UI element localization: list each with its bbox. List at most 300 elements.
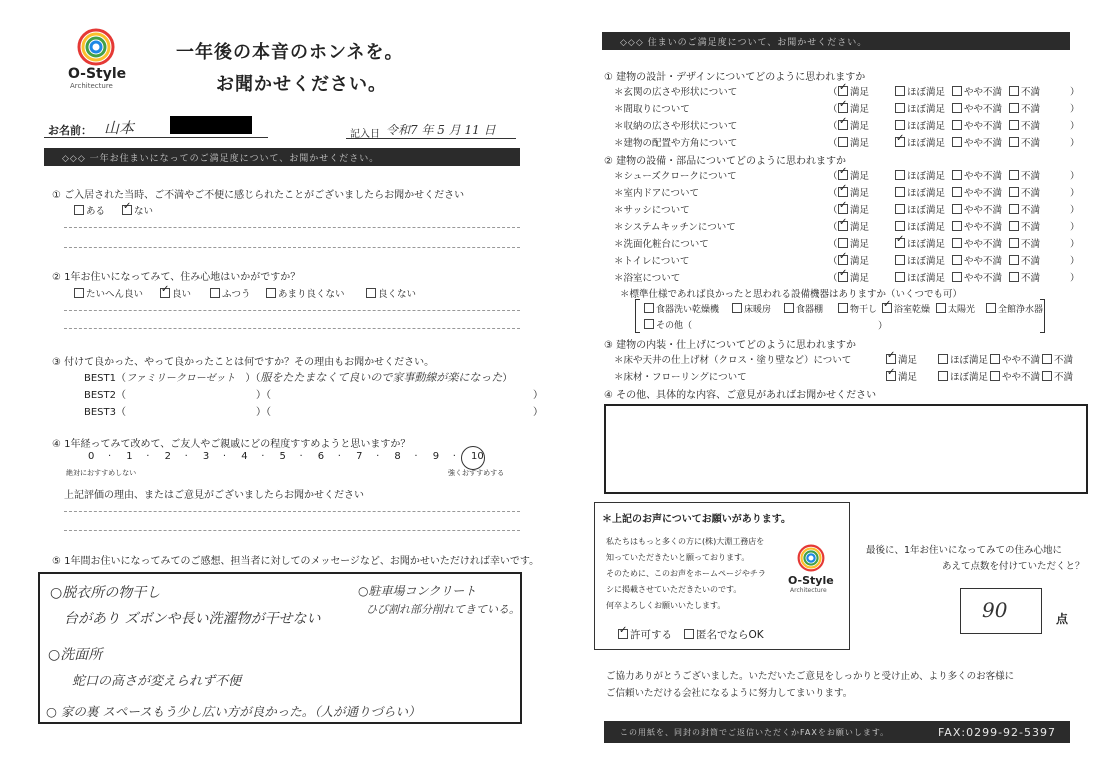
rating-option-label: やや不満	[964, 87, 1003, 98]
std-option-label: 床暖房	[744, 305, 772, 315]
rating-option-label: 不満	[1054, 355, 1074, 366]
rating-option[interactable]	[895, 118, 945, 132]
rating-option[interactable]	[838, 168, 869, 182]
rating-option-label: やや不満	[964, 273, 1003, 284]
scale-number[interactable]: 2	[164, 451, 171, 462]
checkbox-icon	[266, 288, 276, 298]
checkbox-icon	[952, 255, 962, 265]
checkbox-icon	[1042, 371, 1052, 381]
rating-paren: ）	[1070, 273, 1080, 284]
ostyle-logo-icon	[74, 25, 118, 69]
rating-option[interactable]	[1009, 270, 1040, 284]
checkbox-icon	[1009, 238, 1019, 248]
checkbox-checked-icon	[895, 238, 905, 248]
rating-paren: （	[828, 121, 838, 132]
checkbox-icon	[895, 170, 905, 180]
rating-option[interactable]	[952, 219, 1002, 233]
std-option[interactable]	[732, 302, 771, 315]
checkbox-checked-icon	[838, 187, 848, 197]
rating-option[interactable]	[1009, 253, 1040, 267]
rating-option-label: やや不満	[964, 171, 1003, 182]
checkbox-icon	[838, 238, 848, 248]
rating-paren: ）	[1070, 256, 1080, 267]
rating-option-label: 不満	[1021, 138, 1041, 149]
rating-option-label: 不満	[1021, 104, 1041, 115]
rating-option[interactable]	[838, 236, 869, 250]
q2-line-1	[64, 310, 520, 311]
std-option[interactable]	[644, 302, 719, 315]
rating-paren: （	[828, 104, 838, 115]
checkbox-icon	[1009, 86, 1019, 96]
rating-option-label: 満足	[850, 138, 870, 149]
rating-option-label: やや不満	[964, 205, 1003, 216]
rating-option[interactable]	[895, 253, 945, 267]
name-underline	[44, 137, 268, 138]
checkbox-checked-icon	[895, 137, 905, 147]
right-section-bar: ◇◇◇ 住まいのご満足度について、お聞かせください。	[602, 32, 1070, 50]
rating-option-label: ほぼ満足	[907, 273, 946, 284]
rating-option-label: 不満	[1021, 121, 1041, 132]
note-4: 蛇口の高さが変えられず不便	[72, 674, 242, 689]
checkbox-icon	[952, 221, 962, 231]
rating-option[interactable]	[1009, 84, 1040, 98]
rating-option-label: 不満	[1021, 222, 1041, 233]
rating-option[interactable]	[838, 84, 869, 98]
rating-option-label: やや不満	[964, 121, 1003, 132]
checkbox-icon	[895, 272, 905, 282]
rating-option-label: 不満	[1021, 256, 1041, 267]
note-1: ○脱衣所の物干し	[50, 585, 161, 601]
rating-option-label: 不満	[1021, 239, 1041, 250]
rating-option[interactable]	[895, 168, 945, 182]
scale-number[interactable]: 1	[126, 451, 133, 462]
rating-option-label: 満足	[850, 104, 870, 115]
rating-option[interactable]	[895, 236, 945, 250]
checkbox-icon	[784, 303, 794, 313]
note-2: 台があり ズボンや長い洗濯物が干せない	[64, 611, 321, 627]
rating-option[interactable]	[990, 352, 1040, 366]
std-question: ＊標準仕様であれば良かったと思われる設備機器はありますか（いくつでも可）	[620, 289, 963, 300]
footer-text: この用紙を、同封の封筒でご返信いただくかFAXをお願いします。	[620, 727, 890, 737]
checkbox-icon	[644, 303, 654, 313]
rating-row-label: ＊床や天井の仕上げ材（クロス・塗り壁など）について	[614, 355, 852, 366]
checkbox-checked-icon	[886, 354, 896, 364]
checkbox-icon	[952, 137, 962, 147]
checkbox-icon	[895, 221, 905, 231]
rating-option-label: 満足	[850, 188, 870, 199]
name-redaction	[170, 116, 252, 134]
scale-low-label: 絶対におすすめしない	[66, 469, 137, 477]
rating-option[interactable]	[1009, 236, 1040, 250]
rating-option-label: ほぼ満足	[950, 355, 989, 366]
scale-dot: ·	[414, 451, 418, 462]
rating-option[interactable]	[952, 270, 1002, 284]
note-3: ○洗面所	[48, 647, 103, 663]
rating-option[interactable]	[1009, 202, 1040, 216]
scale-dot: ·	[261, 451, 265, 462]
q1-option-nai[interactable]: ✓ ない	[122, 203, 153, 217]
checkbox-icon	[1009, 221, 1019, 231]
q4-line-2	[64, 530, 520, 531]
scale-high-label: 強くおすすめする	[448, 469, 505, 477]
ostyle-logo-icon	[795, 542, 827, 574]
request-text-line: 知っていただきたいと願っております。	[606, 553, 750, 562]
rating-option[interactable]	[895, 135, 945, 149]
rating-option[interactable]	[895, 219, 945, 233]
checkbox-icon	[644, 319, 654, 329]
rating-option-label: 不満	[1021, 87, 1041, 98]
rating-paren: （	[828, 256, 838, 267]
best1-item: ファミリークローゼット	[126, 373, 236, 384]
checkbox-icon	[895, 187, 905, 197]
rating-option-label: ほぼ満足	[907, 104, 946, 115]
rating-option[interactable]	[895, 185, 945, 199]
rating-option-label: ほぼ満足	[907, 138, 946, 149]
rating-option[interactable]	[952, 84, 1002, 98]
fax-number: FAX:0299-92-5397	[937, 725, 1056, 739]
rating-option[interactable]	[838, 135, 869, 149]
note-6: ○駐車場コンクリート	[358, 584, 477, 598]
scale-number[interactable]: 6	[317, 451, 325, 462]
checkbox-icon	[895, 86, 905, 96]
rating-option-label: やや不満	[964, 239, 1003, 250]
std-option[interactable]	[784, 302, 823, 315]
q5-text: ⑤ 1年間お住いになってみてのご感想、担当者に対してのメッセージなど、お聞かせいただければ幸いです。	[52, 556, 540, 567]
rating-option-label: ほぼ満足	[907, 256, 946, 267]
rating-option-label: ほぼ満足	[907, 171, 946, 182]
rating-row-label: ＊トイレについて	[614, 256, 690, 267]
rating-option[interactable]	[838, 219, 869, 233]
date-value: 令和7 年 5 月 11 日	[386, 123, 496, 137]
checkbox-icon	[838, 137, 848, 147]
rating-option-label: やや不満	[964, 138, 1003, 149]
checkbox-icon	[838, 303, 848, 313]
rating-option[interactable]	[886, 352, 917, 366]
checkbox-checked-icon	[838, 221, 848, 231]
best3-row: BEST3（ ）（ ）	[84, 407, 543, 418]
rating-paren: （	[828, 239, 838, 250]
rating-option-label: 満足	[850, 205, 870, 216]
checkbox-icon	[366, 288, 376, 298]
rating-paren: （	[828, 138, 838, 149]
rating-row-label: ＊システムキッチンについて	[614, 222, 736, 233]
checkbox-checked-icon	[618, 629, 628, 639]
std-bracket-left	[635, 299, 640, 333]
checkbox-checked-icon	[838, 103, 848, 113]
checkbox-icon	[990, 371, 1000, 381]
rating-option[interactable]	[952, 236, 1002, 250]
rating-option-label: 不満	[1054, 372, 1074, 383]
request-title: ＊上記のお声についてお願いがあります。	[602, 514, 791, 525]
rating-option[interactable]	[895, 101, 945, 115]
checkbox-icon	[952, 204, 962, 214]
checkbox-icon	[936, 303, 946, 313]
rating-option[interactable]	[1009, 135, 1040, 149]
q2-option-2[interactable]: ✓ 良い	[160, 286, 191, 300]
rating-option[interactable]	[952, 118, 1002, 132]
checkbox-icon	[210, 288, 220, 298]
score-value: 90	[982, 598, 1008, 622]
rating-option-label: やや不満	[964, 104, 1003, 115]
std-option[interactable]	[838, 302, 877, 315]
rating-option[interactable]	[952, 253, 1002, 267]
checkbox-icon	[1009, 255, 1019, 265]
std-option[interactable]	[936, 302, 975, 315]
r-q2-text: ② 建物の設備・部品についてどのように思われますか	[604, 156, 846, 167]
headline-1: 一年後の本音のホンネを。	[176, 42, 404, 63]
rating-paren: （	[828, 188, 838, 199]
headline-2: お聞かせください。	[216, 74, 387, 95]
request-text-line: 何卒よろしくお願いいたします。	[606, 601, 726, 610]
checkbox-icon	[1009, 187, 1019, 197]
rating-option-label: ほぼ満足	[907, 188, 946, 199]
rating-option-label: やや不満	[964, 256, 1003, 267]
std-option[interactable]	[644, 318, 692, 331]
rating-option-label: ほぼ満足	[907, 222, 946, 233]
scale-dot: ·	[299, 451, 303, 462]
checkbox-icon	[952, 170, 962, 180]
checkbox-checked-icon	[882, 303, 892, 313]
scale-number[interactable]: 10	[471, 451, 484, 462]
scale-dot: ·	[337, 451, 341, 462]
scale-number[interactable]: 5	[279, 451, 286, 462]
std-option[interactable]	[882, 302, 930, 315]
rating-option[interactable]	[1009, 168, 1040, 182]
std-option-label: 全館浄水器	[998, 305, 1044, 315]
checkbox-icon	[732, 303, 742, 313]
rating-option-label: 不満	[1021, 205, 1041, 216]
rating-option[interactable]	[952, 202, 1002, 216]
std-option-label: 食器洗い乾燥機	[656, 305, 720, 315]
checkbox-icon	[895, 204, 905, 214]
checkbox-icon	[952, 238, 962, 248]
rating-option[interactable]	[895, 270, 945, 284]
permit-option[interactable]: ✓許可する	[618, 627, 672, 642]
best3-label: BEST3（	[84, 407, 126, 418]
q2-line-2	[64, 328, 520, 329]
q4-line-1	[64, 511, 520, 512]
rating-row-label: ＊建物の配置や方角について	[614, 138, 738, 149]
rating-option[interactable]	[838, 253, 869, 267]
rating-option[interactable]	[1009, 185, 1040, 199]
q1-line-1	[64, 227, 520, 228]
std-option-label: 太陽光	[948, 305, 976, 315]
q1-text: ① ご入居された当時、ご不満やご不便に感じられたことがございましたらお聞かせください	[52, 190, 465, 201]
thanks-line-2: ご信頼いただける会社になるように努力してまいります。	[606, 688, 853, 699]
rating-option[interactable]	[838, 270, 869, 284]
rating-option-label: ほぼ満足	[907, 121, 946, 132]
final-question-2: あえて点数を付けていただくと？	[942, 561, 1085, 572]
rating-option-label: やや不満	[964, 188, 1003, 199]
rating-option-label: ほぼ満足	[907, 87, 946, 98]
rating-option[interactable]	[895, 202, 945, 216]
rating-option[interactable]	[938, 369, 988, 383]
checkbox-icon	[990, 354, 1000, 364]
rating-option[interactable]	[1009, 118, 1040, 132]
score-unit: 点	[1056, 612, 1069, 626]
rating-row-label: ＊玄関の広さや形状について	[614, 87, 738, 98]
rating-option[interactable]	[1042, 352, 1073, 366]
rating-option-label: 満足	[850, 171, 870, 182]
rating-paren: ）	[1070, 222, 1080, 233]
rating-option-label: やや不満	[1002, 372, 1041, 383]
rating-option[interactable]	[838, 101, 869, 115]
scale-circle	[461, 446, 485, 470]
rating-paren: ）	[1070, 239, 1080, 250]
scale-dot: ·	[146, 451, 150, 462]
std-option-label: 物干し	[850, 305, 878, 315]
q4-subtext: 上記評価の理由、またはご意見がございましたらお聞かせください	[64, 490, 364, 501]
checkbox-icon	[684, 629, 694, 639]
checkbox-checked-icon	[838, 204, 848, 214]
checkbox-icon	[74, 288, 84, 298]
rating-option-label: 満足	[850, 273, 870, 284]
rating-option[interactable]	[1009, 219, 1040, 233]
best2-row: BEST2（ ）（ ）	[84, 390, 543, 401]
rating-paren: （	[828, 222, 838, 233]
q2-option-5[interactable]: 良くない	[366, 286, 416, 300]
checkbox-icon	[952, 120, 962, 130]
rating-row-label: ＊シューズクロークについて	[614, 171, 737, 182]
rating-row-label: ＊間取りについて	[614, 104, 690, 115]
note-7: ひび割れ部分削れてきている。	[366, 603, 520, 616]
std-option-label: 食器棚	[796, 305, 824, 315]
best1-label: BEST1（	[84, 373, 126, 384]
q2-option-3[interactable]: ふつう	[210, 286, 251, 300]
checkbox-checked-icon	[838, 86, 848, 96]
request-text-line: そのために、このお声をホームページやチラ	[606, 569, 766, 578]
rating-row-label: ＊洗面化粧台について	[614, 239, 709, 250]
r-q4-text: ④ その他、具体的な内容、ご意見があればお聞かせください	[604, 390, 877, 401]
final-question-1: 最後に、1年お住いになってみての住み心地に	[866, 545, 1063, 556]
rating-paren: ）	[1070, 205, 1080, 216]
checkbox-icon	[952, 187, 962, 197]
rating-option[interactable]	[1009, 101, 1040, 115]
rating-option[interactable]	[990, 369, 1040, 383]
brand-sub-small: Architecture	[790, 587, 827, 594]
checkbox-icon	[1009, 103, 1019, 113]
scale-dot: ·	[452, 451, 456, 462]
thanks-line-1: ご協力ありがとうございました。いただいたご意見をしっかりと受け止め、より多くのお客様に	[606, 671, 1015, 682]
checkbox-icon	[895, 103, 905, 113]
rating-option[interactable]	[838, 185, 869, 199]
rating-option[interactable]	[838, 118, 869, 132]
q1-option-aru[interactable]: ある	[74, 203, 105, 217]
checkbox-checked-icon	[122, 205, 132, 215]
brand-name-small: O-Style	[788, 574, 834, 587]
scale-dot: ·	[184, 451, 188, 462]
r-q1-text: ① 建物の設計・デザインについてどのように思われますか	[604, 72, 866, 83]
checkbox-checked-icon	[886, 371, 896, 381]
rating-option[interactable]	[938, 352, 988, 366]
request-text-line: 私たちはもっと多くの方に(株)大淵工務店を	[606, 537, 765, 546]
scale-number[interactable]: 9	[432, 451, 440, 462]
rating-row-label: ＊収納の広さや形状について	[614, 121, 738, 132]
checkbox-icon	[74, 205, 84, 215]
note-5: ○ 家の裏 スペースもう少し広い方が良かった。（人が通りづらい）	[46, 704, 421, 719]
rating-paren: （	[828, 273, 838, 284]
left-section-bar: ◇◇◇ 一年お住まいになってのご満足度について、お聞かせください。	[44, 148, 520, 166]
q2-option-1[interactable]: たいへん良い	[74, 286, 143, 300]
best1-reason: 服をたたまなくて良いので家事動線が楽になった	[260, 371, 503, 384]
checkbox-icon	[952, 86, 962, 96]
std-option-label: その他（	[656, 321, 693, 331]
rating-option[interactable]	[838, 202, 869, 216]
checkbox-icon	[986, 303, 996, 313]
opinion-box[interactable]	[604, 404, 1088, 494]
rating-option-label: 不満	[1021, 188, 1041, 199]
scale-number[interactable]: 4	[241, 451, 248, 462]
checkbox-checked-icon	[160, 288, 170, 298]
rating-option-label: 不満	[1021, 171, 1041, 182]
rating-paren: ）	[1070, 87, 1080, 98]
rating-option[interactable]	[952, 185, 1002, 199]
scale-dot: ·	[376, 451, 380, 462]
scale-number[interactable]: 7	[356, 451, 363, 462]
checkbox-icon	[895, 120, 905, 130]
std-other-close: ）	[878, 321, 888, 332]
checkbox-checked-icon	[838, 272, 848, 282]
rating-option-label: ほぼ満足	[950, 372, 989, 383]
rating-option[interactable]	[895, 84, 945, 98]
checkbox-checked-icon	[838, 255, 848, 265]
scale-number[interactable]: 8	[394, 451, 401, 462]
q4-text: ④ 1年経ってみて改めて、ご友人やご親戚にどの程度すすめようと思いますか？	[52, 439, 411, 450]
rating-row-label: ＊室内ドアについて	[614, 188, 700, 199]
checkbox-checked-icon	[838, 120, 848, 130]
request-text-line: シに掲載させていただきたいのです。	[606, 585, 742, 594]
rating-option[interactable]	[952, 168, 1002, 182]
checkbox-icon	[1009, 272, 1019, 282]
rating-paren: （	[828, 205, 838, 216]
q2-option-4[interactable]: あまり良くない	[266, 286, 345, 300]
rating-option[interactable]	[952, 101, 1002, 115]
q2-text: ② 1年お住いになってみて、住み心地はいかがですか？	[52, 272, 301, 283]
q1-line-2	[64, 247, 520, 248]
rating-option[interactable]	[1042, 369, 1073, 383]
rating-paren: ）	[1070, 138, 1080, 149]
name-value: 山本	[104, 119, 135, 137]
rating-option-label: 満足	[850, 256, 870, 267]
scale-number[interactable]: 0	[88, 451, 95, 462]
rating-row-label: ＊サッシについて	[614, 205, 690, 216]
anon-option[interactable]: 匿名でならOK	[684, 627, 764, 642]
rating-option-label: 満足	[850, 239, 870, 250]
rating-option[interactable]	[952, 135, 1002, 149]
std-option[interactable]	[986, 302, 1043, 315]
rating-paren: ）	[1070, 104, 1080, 115]
rating-option-label: 不満	[1021, 273, 1041, 284]
checkbox-icon	[952, 103, 962, 113]
rating-option-label: やや不満	[964, 222, 1003, 233]
rating-option-label: 満足	[850, 222, 870, 233]
rating-option-label: 満足	[898, 372, 918, 383]
rating-paren: （	[828, 87, 838, 98]
date-underline	[346, 138, 516, 139]
rating-option-label: ほぼ満足	[907, 205, 946, 216]
rating-option[interactable]	[886, 369, 917, 383]
checkbox-icon	[1009, 120, 1019, 130]
scale-number[interactable]: 3	[202, 451, 210, 462]
date-label: 記入日	[350, 129, 380, 140]
name-label: お名前：	[48, 124, 92, 137]
scale-dot: ·	[108, 451, 112, 462]
checkbox-icon	[895, 255, 905, 265]
rating-row-label: ＊床材・フローリングについて	[614, 372, 747, 383]
rating-option-label: 満足	[850, 87, 870, 98]
best2-label: BEST2（	[84, 390, 126, 401]
checkbox-icon	[1009, 204, 1019, 214]
